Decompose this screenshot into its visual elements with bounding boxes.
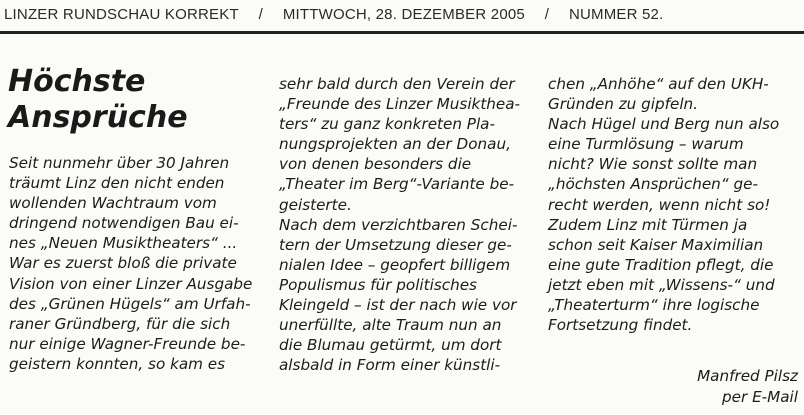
article-text-line: nialen Idee – geopfert billigem: [279, 255, 511, 274]
article-text-line: raner Gründberg, für die sich: [9, 314, 231, 333]
article-text-line: die Blumau getürmt, um dort: [279, 336, 502, 355]
author-via: per E-Mail: [722, 388, 798, 406]
article-text-line: recht werden, wenn nicht so!: [548, 195, 771, 214]
article-text-line: des „Grünen Hügels“ am Urfah-: [9, 294, 251, 313]
article-text-line: „Freunde des Linzer Musikthea-: [279, 95, 521, 114]
issue-date: MITTWOCH, 28. DEZEMBER 2005: [282, 6, 525, 23]
article-text-line: Kleingeld – ist der nach wie vor: [279, 296, 517, 315]
article-text-line: jetzt eben mit „Wissens-“ und: [548, 275, 775, 294]
article-text-line: „Theaterturm“ ihre logische: [548, 296, 760, 315]
article-text-line: schon seit Kaiser Maximilian: [548, 235, 764, 254]
article-text-line: wollenden Wachtraum vom: [9, 194, 217, 213]
article-text-line: Fortsetzung findet.: [548, 316, 693, 335]
headline-line-1: Höchste: [8, 64, 146, 99]
article-text-line: träumt Linz den nicht enden: [9, 174, 225, 193]
article-text-line: Nach dem verzichtbaren Schei-: [279, 215, 518, 234]
masthead-separator: /: [258, 6, 264, 23]
article-text-line: von denen besonders die: [279, 155, 472, 174]
article-column-2: [279, 74, 520, 375]
article-text-line: „Theater im Berg“-Variante be-: [279, 175, 515, 194]
masthead-rule: [0, 31, 804, 34]
paper-name: LINZER RUNDSCHAU KORREKT: [4, 6, 239, 23]
article-text-line: alsbald in Form einer künstli-: [279, 356, 501, 375]
article-column-3: [548, 74, 779, 335]
article-text-line: geistern konnten, so kam es: [9, 354, 226, 373]
article-text-line: Zudem Linz mit Türmen ja: [548, 215, 748, 234]
article-text-line: tern der Umsetzung dieser ge-: [279, 235, 512, 254]
article-text-line: unerfüllte, alte Traum nun an: [279, 316, 502, 335]
article-text-line: eine gute Tradition pflegt, die: [548, 255, 774, 274]
article-text-line: Seit nunmehr über 30 Jahren: [9, 154, 230, 172]
article-text-line: eine Turmlösung – warum: [548, 135, 744, 154]
article-text-line: geisterte.: [279, 195, 352, 214]
article-text-line: sehr bald durch den Verein der: [279, 75, 515, 93]
article-text-line: War es zuerst bloß die private: [9, 254, 237, 273]
article-text-line: dringend notwendigen Bau ei-: [9, 214, 239, 233]
article-column-1: [9, 153, 252, 374]
article-text-line: „höchsten Ansprüchen“ ge-: [548, 175, 758, 194]
article-text-line: nes „Neuen Musiktheaters“ ...: [9, 234, 238, 253]
masthead-separator: /: [544, 6, 550, 23]
article-text-line: Populismus für politisches: [279, 275, 477, 294]
article-text-line: nicht? Wie sonst sollte man: [548, 155, 758, 174]
issue-number: NUMMER 52.: [568, 6, 664, 23]
article-text-line: Nach Hügel und Berg nun also: [548, 115, 780, 134]
article-text-line: nungsprojekten an der Donau,: [279, 135, 511, 154]
author-name: Manfred Pilsz: [697, 367, 798, 385]
article-headline: [8, 64, 268, 136]
headline-line-2: Ansprüche: [8, 100, 188, 135]
masthead: [4, 6, 804, 32]
article-text-line: ters“ zu ganz konkreten Pla-: [279, 115, 495, 134]
article-text-line: Vision von einer Linzer Ausgabe: [9, 274, 253, 293]
article-text-line: chen „Anhöhe“ auf den UKH-: [548, 75, 769, 93]
article-text-line: nur einige Wagner-Freunde be-: [9, 334, 246, 353]
article-text-line: Gründen zu gipfeln.: [548, 95, 698, 114]
